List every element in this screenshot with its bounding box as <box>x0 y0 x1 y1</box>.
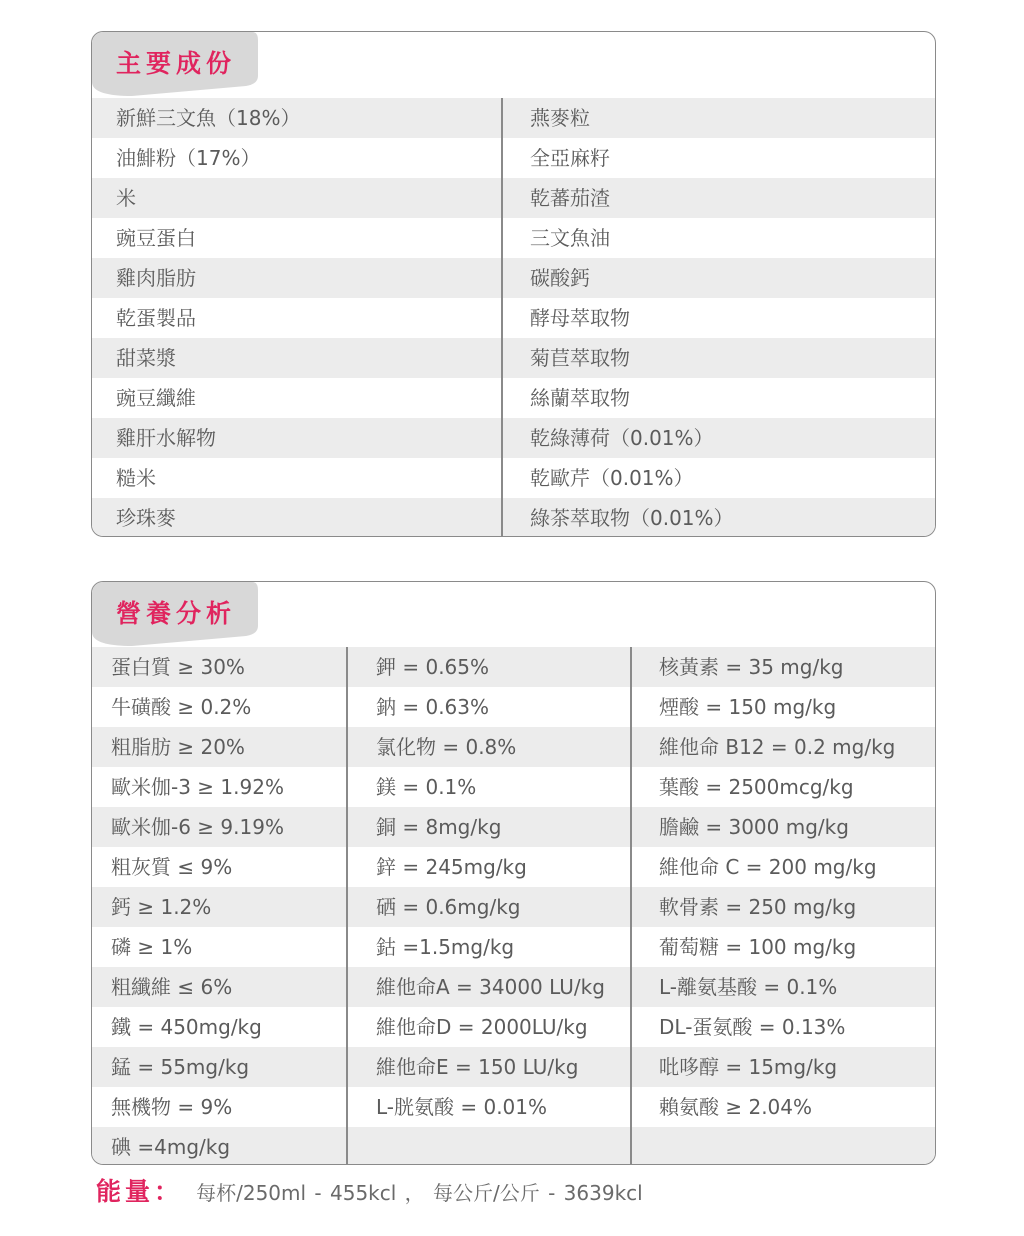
table-cell: 牛磺酸 ≥ 0.2% <box>111 695 252 719</box>
table-row <box>92 807 935 847</box>
table-cell: 鈉 = 0.63% <box>376 695 490 719</box>
nutrition-tab <box>92 582 260 646</box>
energy-text: 每杯/250ml - 455kcl ， 每公斤/公斤 - 3639kcl <box>196 1181 643 1205</box>
table-row <box>92 418 935 458</box>
table-cell: 歐米伽-3 ≥ 1.92% <box>111 775 284 799</box>
table-row <box>92 647 935 687</box>
table-row <box>92 218 935 258</box>
table-cell: 碳酸鈣 <box>530 266 590 290</box>
table-cell: 磷 ≥ 1% <box>111 935 193 959</box>
table-row <box>92 378 935 418</box>
ingredients-title: 主要成份 <box>116 49 237 78</box>
table-row <box>92 767 935 807</box>
table-row <box>92 887 935 927</box>
table-cell: 酵母萃取物 <box>530 306 630 330</box>
table-row <box>92 178 935 218</box>
table-cell: 粗灰質 ≤ 9% <box>111 855 233 879</box>
table-cell: 粗纖維 ≤ 6% <box>111 975 233 999</box>
table-cell: 綠茶萃取物（0.01%） <box>530 506 734 530</box>
table-row <box>92 338 935 378</box>
table-cell: 歐米伽-6 ≥ 9.19% <box>111 815 284 839</box>
table-cell: 鋅 = 245mg/kg <box>376 855 527 879</box>
table-cell: 維他命D = 2000LU/kg <box>376 1015 588 1039</box>
table-cell: 全亞麻籽 <box>530 146 610 170</box>
table-row <box>92 1007 935 1047</box>
table-cell: 乾歐芹（0.01%） <box>530 466 694 490</box>
table-cell: 吡哆醇 = 15mg/kg <box>659 1055 838 1079</box>
table-cell: 油鯡粉（17%） <box>116 146 261 170</box>
table-cell: 煙酸 = 150 mg/kg <box>659 695 837 719</box>
table-cell: 蛋白質 ≥ 30% <box>111 655 245 679</box>
nutrition-table <box>92 647 935 1165</box>
table-cell: 雞肝水解物 <box>116 426 216 450</box>
table-cell: 軟骨素 = 250 mg/kg <box>659 895 857 919</box>
table-row <box>92 847 935 887</box>
table-cell: 燕麥粒 <box>530 106 590 130</box>
table-cell: 鎂 = 0.1% <box>376 775 477 799</box>
table-row <box>92 138 935 178</box>
table-row <box>92 1087 935 1127</box>
table-cell: 無機物 = 9% <box>111 1095 233 1119</box>
table-row <box>92 258 935 298</box>
table-cell: 珍珠麥 <box>116 506 176 530</box>
table-cell: 葉酸 = 2500mcg/kg <box>659 775 854 799</box>
table-cell: 膽鹼 = 3000 mg/kg <box>659 815 849 839</box>
table-cell: 葡萄糖 = 100 mg/kg <box>659 935 857 959</box>
table-cell: 乾蛋製品 <box>116 306 196 330</box>
table-cell: 新鮮三文魚（18%） <box>116 106 301 130</box>
table-row <box>92 727 935 767</box>
ingredients-card <box>91 31 936 537</box>
table-cell: 米 <box>116 186 136 210</box>
table-row <box>92 298 935 338</box>
table-cell: 碘 =4mg/kg <box>111 1135 231 1159</box>
energy-line <box>96 1172 643 1212</box>
table-row <box>92 498 935 537</box>
table-row <box>92 927 935 967</box>
table-cell: 鉀 = 0.65% <box>376 655 490 679</box>
table-cell: DL-蛋氨酸 = 0.13% <box>659 1015 846 1039</box>
table-cell: 維他命E = 150 LU/kg <box>376 1055 579 1079</box>
table-cell: 維他命 C = 200 mg/kg <box>659 855 877 879</box>
table-cell: 豌豆蛋白 <box>116 226 196 250</box>
table-cell: 粗脂肪 ≥ 20% <box>111 735 245 759</box>
table-cell: 鐵 = 450mg/kg <box>111 1015 262 1039</box>
table-cell: L-離氨基酸 = 0.1% <box>659 975 838 999</box>
table-row <box>92 458 935 498</box>
table-cell: 三文魚油 <box>530 226 610 250</box>
column-divider <box>501 98 503 537</box>
table-row <box>92 687 935 727</box>
nutrition-title: 營養分析 <box>116 599 237 628</box>
column-divider <box>346 647 348 1165</box>
energy-label: 能量： <box>96 1177 184 1206</box>
table-cell: 菊苣萃取物 <box>530 346 630 370</box>
table-cell: 錳 = 55mg/kg <box>111 1055 250 1079</box>
table-cell: 核黃素 = 35 mg/kg <box>659 655 844 679</box>
table-row <box>92 1047 935 1087</box>
table-row <box>92 98 935 138</box>
table-row <box>92 967 935 1007</box>
table-cell: 豌豆纖維 <box>116 386 196 410</box>
table-cell: 賴氨酸 ≥ 2.04% <box>659 1095 813 1119</box>
table-cell: 鈷 =1.5mg/kg <box>376 935 515 959</box>
nutrition-card <box>91 581 936 1165</box>
table-row <box>92 1127 935 1165</box>
table-cell: 鈣 ≥ 1.2% <box>111 895 212 919</box>
table-cell: L-胱氨酸 = 0.01% <box>376 1095 548 1119</box>
table-cell: 硒 = 0.6mg/kg <box>376 895 521 919</box>
table-cell: 甜菜漿 <box>116 346 176 370</box>
table-cell: 維他命A = 34000 LU/kg <box>376 975 605 999</box>
table-cell: 雞肉脂肪 <box>116 266 196 290</box>
ingredients-table <box>92 98 935 537</box>
table-cell: 絲蘭萃取物 <box>530 386 630 410</box>
table-cell: 銅 = 8mg/kg <box>376 815 502 839</box>
table-cell: 維他命 B12 = 0.2 mg/kg <box>659 735 896 759</box>
table-cell: 乾蕃茄渣 <box>530 186 610 210</box>
table-cell: 糙米 <box>116 466 156 490</box>
table-cell: 乾綠薄荷（0.01%） <box>530 426 714 450</box>
ingredients-tab <box>92 32 260 96</box>
table-cell: 氯化物 = 0.8% <box>376 735 517 759</box>
column-divider <box>630 647 632 1165</box>
